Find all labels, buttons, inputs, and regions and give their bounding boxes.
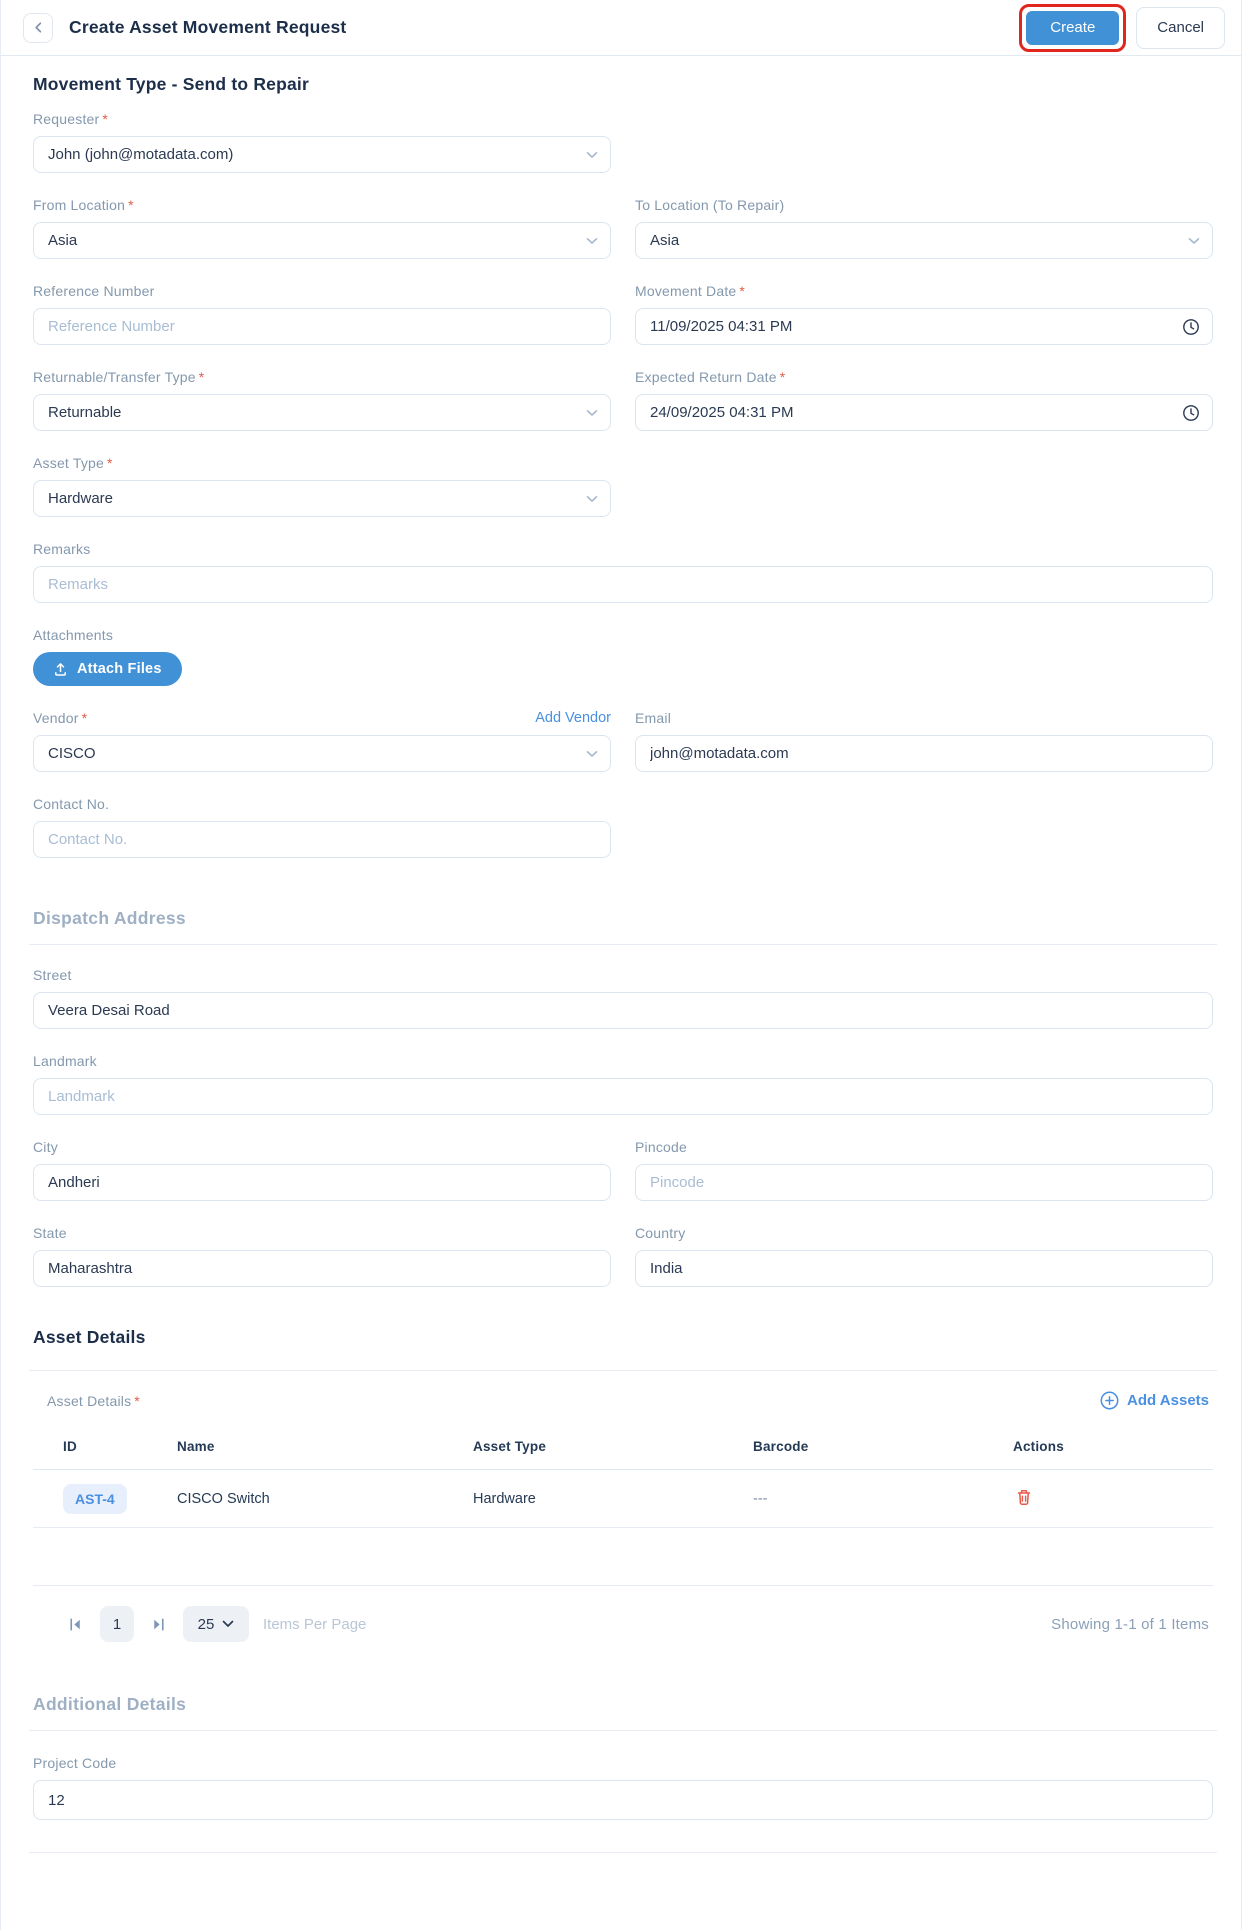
attach-files-label: Attach Files bbox=[77, 661, 162, 677]
to-location-label: To Location (To Repair) bbox=[635, 197, 785, 213]
pincode-input[interactable] bbox=[635, 1164, 1213, 1201]
chevron-down-icon bbox=[586, 151, 598, 159]
chevron-left-icon bbox=[32, 21, 45, 34]
reference-number-label: Reference Number bbox=[33, 283, 155, 299]
chevron-down-icon bbox=[222, 1620, 234, 1628]
asset-type-select[interactable]: Hardware bbox=[33, 480, 611, 517]
chevron-down-icon bbox=[586, 409, 598, 417]
city-input[interactable] bbox=[33, 1164, 611, 1201]
reference-number-group bbox=[33, 283, 611, 345]
required-marker: * bbox=[107, 455, 113, 471]
column-header-name: Name bbox=[177, 1439, 215, 1454]
city-group bbox=[33, 1139, 611, 1201]
header-actions bbox=[1019, 4, 1225, 52]
to-location-select[interactable]: Asia bbox=[635, 222, 1213, 259]
landmark-label: Landmark bbox=[33, 1053, 97, 1069]
pagination bbox=[33, 1606, 1213, 1642]
requester-group bbox=[33, 111, 611, 173]
chevron-down-icon bbox=[1188, 237, 1200, 245]
vendor-label: Vendor bbox=[33, 710, 79, 726]
expected-return-date-label: Expected Return Date bbox=[635, 369, 777, 385]
contact-no-input[interactable] bbox=[33, 821, 611, 858]
contact-no-group bbox=[33, 796, 611, 858]
add-assets-link[interactable] bbox=[1100, 1391, 1209, 1410]
movement-date-group bbox=[635, 283, 1213, 345]
remarks-input[interactable] bbox=[33, 566, 1213, 603]
movement-date-label: Movement Date bbox=[635, 283, 737, 299]
skip-to-last-icon bbox=[150, 1616, 167, 1633]
asset-details-list-label: Asset Details bbox=[47, 1392, 132, 1409]
asset-type-label: Asset Type bbox=[33, 455, 105, 471]
add-vendor-link[interactable]: Add Vendor bbox=[535, 710, 611, 726]
remarks-group bbox=[33, 541, 1213, 603]
chevron-down-icon bbox=[586, 237, 598, 245]
required-marker: * bbox=[81, 710, 88, 726]
page-header bbox=[1, 0, 1241, 56]
project-code-input[interactable] bbox=[33, 1780, 1213, 1820]
vendor-group bbox=[33, 710, 611, 772]
trash-icon bbox=[1015, 1488, 1033, 1507]
items-per-page-label: Items Per Page bbox=[263, 1615, 367, 1633]
upload-icon bbox=[53, 662, 68, 677]
vendor-select[interactable]: CISCO bbox=[33, 735, 611, 772]
asset-details-toolbar bbox=[33, 1391, 1213, 1410]
email-group bbox=[635, 710, 1213, 772]
asset-details-heading: Asset Details bbox=[33, 1327, 146, 1347]
skip-to-first-icon bbox=[67, 1616, 84, 1633]
movement-type-heading: Movement Type - Send to Repair bbox=[33, 74, 309, 94]
section-divider bbox=[29, 1730, 1217, 1731]
pincode-label: Pincode bbox=[635, 1139, 687, 1155]
asset-type-cell: Hardware bbox=[473, 1490, 536, 1507]
chevron-down-icon bbox=[586, 495, 598, 503]
required-marker: * bbox=[198, 369, 205, 385]
landmark-group bbox=[33, 1053, 1213, 1115]
delete-asset-button[interactable] bbox=[1013, 1486, 1035, 1509]
email-input[interactable] bbox=[635, 735, 1213, 772]
asset-table-row bbox=[33, 1470, 1213, 1528]
country-label: Country bbox=[635, 1225, 686, 1241]
returnable-type-select[interactable]: Returnable bbox=[33, 394, 611, 431]
from-location-select[interactable]: Asia bbox=[33, 222, 611, 259]
required-marker: * bbox=[128, 197, 134, 213]
pincode-group bbox=[635, 1139, 1213, 1201]
bottom-divider bbox=[29, 1852, 1217, 1853]
returnable-type-label: Returnable/Transfer Type bbox=[33, 369, 196, 385]
movement-date-input[interactable] bbox=[635, 308, 1213, 345]
asset-barcode-cell: --- bbox=[753, 1490, 768, 1507]
expected-return-date-input[interactable] bbox=[635, 394, 1213, 431]
reference-number-input[interactable] bbox=[33, 308, 611, 345]
dispatch-address-heading: Dispatch Address bbox=[33, 908, 186, 928]
section-divider bbox=[29, 1370, 1217, 1371]
clock-icon bbox=[1182, 404, 1200, 422]
country-input[interactable] bbox=[635, 1250, 1213, 1287]
required-marker: * bbox=[134, 1392, 140, 1409]
column-header-barcode: Barcode bbox=[753, 1439, 809, 1454]
asset-name-cell: CISCO Switch bbox=[177, 1490, 270, 1507]
to-location-group bbox=[635, 197, 1213, 259]
city-label: City bbox=[33, 1139, 58, 1155]
street-label: Street bbox=[33, 967, 72, 983]
expected-return-date-group bbox=[635, 369, 1213, 431]
cancel-button[interactable]: Cancel bbox=[1136, 7, 1225, 49]
country-group bbox=[635, 1225, 1213, 1287]
state-input[interactable] bbox=[33, 1250, 611, 1287]
required-marker: * bbox=[739, 283, 746, 299]
column-header-asset-type: Asset Type bbox=[473, 1439, 547, 1454]
back-button[interactable] bbox=[23, 13, 53, 43]
column-header-id: ID bbox=[63, 1439, 77, 1454]
contact-no-label: Contact No. bbox=[33, 796, 110, 812]
requester-select[interactable]: John (john@motadata.com) bbox=[33, 136, 611, 173]
asset-type-group bbox=[33, 455, 611, 517]
clock-icon bbox=[1182, 318, 1200, 336]
page-title: Create Asset Movement Request bbox=[69, 17, 347, 37]
column-header-actions: Actions bbox=[1013, 1439, 1064, 1454]
page-size-value: 25 bbox=[197, 1615, 215, 1633]
annotation-highlight bbox=[1019, 4, 1126, 52]
requester-label: Requester bbox=[33, 111, 100, 127]
from-location-group bbox=[33, 197, 611, 259]
create-button[interactable]: Create bbox=[1026, 11, 1119, 45]
attachments-label: Attachments bbox=[33, 627, 114, 643]
email-label: Email bbox=[635, 710, 672, 726]
required-marker: * bbox=[102, 111, 109, 127]
street-group bbox=[33, 967, 1213, 1029]
page-size-select[interactable] bbox=[183, 1606, 249, 1642]
section-divider bbox=[29, 944, 1217, 945]
street-input[interactable] bbox=[33, 992, 1213, 1029]
asset-table-header bbox=[33, 1424, 1213, 1470]
state-group bbox=[33, 1225, 611, 1287]
last-page-button[interactable] bbox=[146, 1612, 171, 1637]
state-label: State bbox=[33, 1225, 67, 1241]
project-code-group bbox=[33, 1755, 1213, 1820]
attach-files-button[interactable] bbox=[33, 652, 182, 686]
asset-id-badge[interactable]: AST-4 bbox=[63, 1484, 127, 1514]
pagination-summary: Showing 1-1 of 1 Items bbox=[1051, 1615, 1209, 1633]
current-page-button[interactable]: 1 bbox=[100, 1606, 134, 1642]
project-code-label: Project Code bbox=[33, 1755, 117, 1771]
returnable-type-group bbox=[33, 369, 611, 431]
remarks-label: Remarks bbox=[33, 541, 91, 557]
required-marker: * bbox=[779, 369, 786, 385]
chevron-down-icon bbox=[586, 750, 598, 758]
from-location-label: From Location bbox=[33, 197, 126, 213]
attachments-group bbox=[33, 627, 1213, 686]
plus-circle-icon bbox=[1100, 1391, 1119, 1410]
add-assets-label: Add Assets bbox=[1127, 1392, 1209, 1409]
first-page-button[interactable] bbox=[63, 1612, 88, 1637]
asset-table-empty-area bbox=[33, 1528, 1213, 1586]
landmark-input[interactable] bbox=[33, 1078, 1213, 1115]
additional-details-heading: Additional Details bbox=[33, 1694, 187, 1714]
